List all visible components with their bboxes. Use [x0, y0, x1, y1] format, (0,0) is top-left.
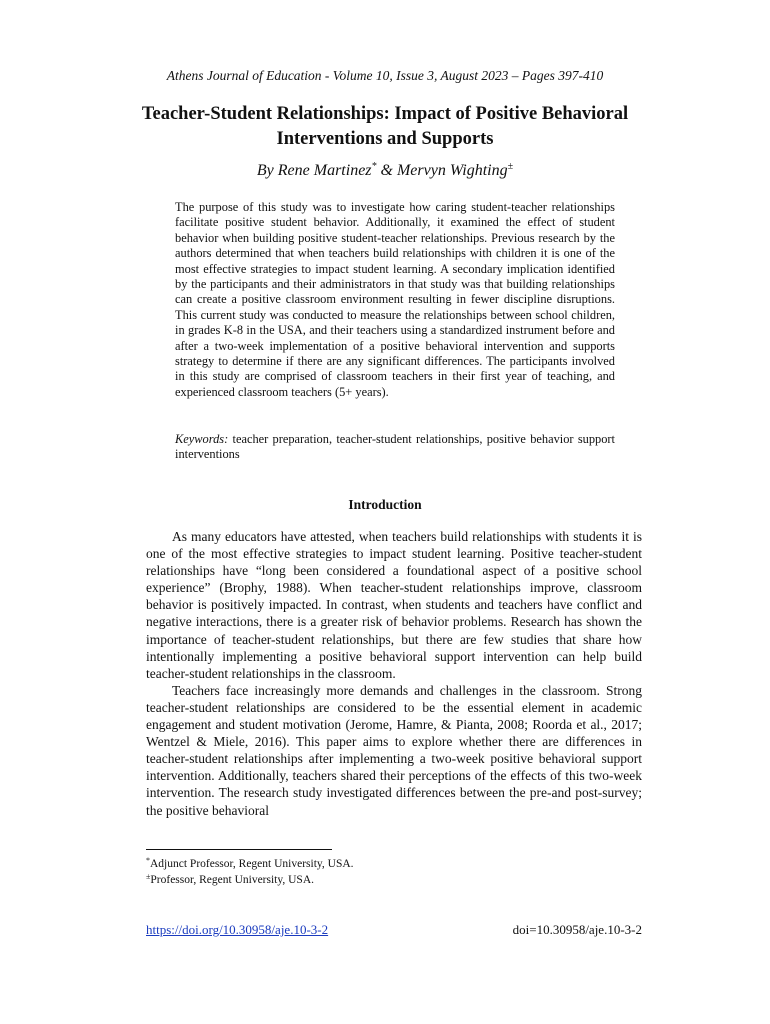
paper-title: Teacher-Student Relationships: Impact of Positive Behavioral Interventions and Supports [141, 104, 629, 149]
abstract: The purpose of this study was to investigate how caring student-teacher relationships facilitate positive student behavior. Additionally, it examined the effect of student behavior when building positive student-teacher relationships. Previous research by the authors determined that when teachers build relationships with children it is one of the most effective strategies to impact student learning. A secondary implication identified by the participants and their administrators in that study was that building relationships can create a positive classroom environment resulting in fewer discipline disruptions. This current study was conducted to measure the relationships between school children, in grades K-8 in the USA, and their teachers using a standardized instrument before and after a two-week implementation of a positive behavioral intervention and supports strategy to determine if there are any significant differences. The participants involved in this study are comprised of classroom teachers in their first year of teaching, and experienced classroom teachers (5+ years). [175, 200, 615, 399]
author-mark-1: * [371, 161, 377, 172]
author-line [0, 162, 770, 180]
section-heading-introduction: Introduction [348, 497, 422, 512]
footnote-text: Adjunct Professor, Regent University, USA. [150, 858, 354, 870]
author-mark-2: ± [507, 161, 514, 172]
introduction-body [146, 528, 642, 819]
keywords [175, 432, 615, 463]
footnote-item [146, 872, 642, 888]
footnote-mark: ± [146, 872, 151, 881]
author-name-2: Mervyn Wighting [396, 162, 508, 179]
footnote-item [146, 856, 642, 872]
footnotes [146, 856, 642, 888]
body-paragraph: As many educators have attested, when teachers build relationships with students it is one of the most effective strategies to impact student learning. Positive teacher-student relationships have “long been considered a foundational aspect of a positive school experience” (Brophy, 1988). When teacher-student relationships improve, classroom behavior is positively impacted. In contrast, when students and teachers have conflict and negative interactions, there is a greater risk of behavior problems. Research has shown the importance of teacher-student relationships, but there are few studies that share how intentionally implementing a positive behavioral support intervention can help build teacher-student relationships in the classroom. [146, 529, 642, 681]
footnote-text: Professor, Regent University, USA. [150, 874, 315, 886]
keywords-text: teacher preparation, teacher-student relationships, positive behavior support interventions [175, 432, 615, 462]
footnote-mark: * [146, 856, 150, 865]
body-paragraph: Teachers face increasingly more demands and challenges in the classroom. Strong teacher-student relationships are considered to be the essential element in academic engagement and student motivation (Jerome, Hamre, & Pianta, 2008; Roorda et al., 2017; Wentzel & Miele, 2016). This paper aims to explore whether there are differences in teacher-student relationships after implementing a two-week positive behavioral support intervention. Additionally, teachers shared their perceptions of the effects of this two-week intervention. The research study investigated differences between the pre-and post-survey; the positive behavioral [146, 682, 642, 818]
author-prefix: By [256, 162, 278, 179]
running-head: Athens Journal of Education - Volume 10, Issue 3, August 2023 – Pages 397-410 [166, 68, 604, 83]
author-joiner: & [376, 162, 397, 179]
doi-identifier: doi=10.30958/aje.10-3-2 [512, 922, 642, 937]
footnote-divider [146, 849, 332, 850]
author-name-1: Rene Martinez [277, 162, 372, 179]
keywords-label: Keywords: [175, 432, 229, 446]
doi-link[interactable]: https://doi.org/10.30958/aje.10-3-2 [146, 922, 329, 937]
